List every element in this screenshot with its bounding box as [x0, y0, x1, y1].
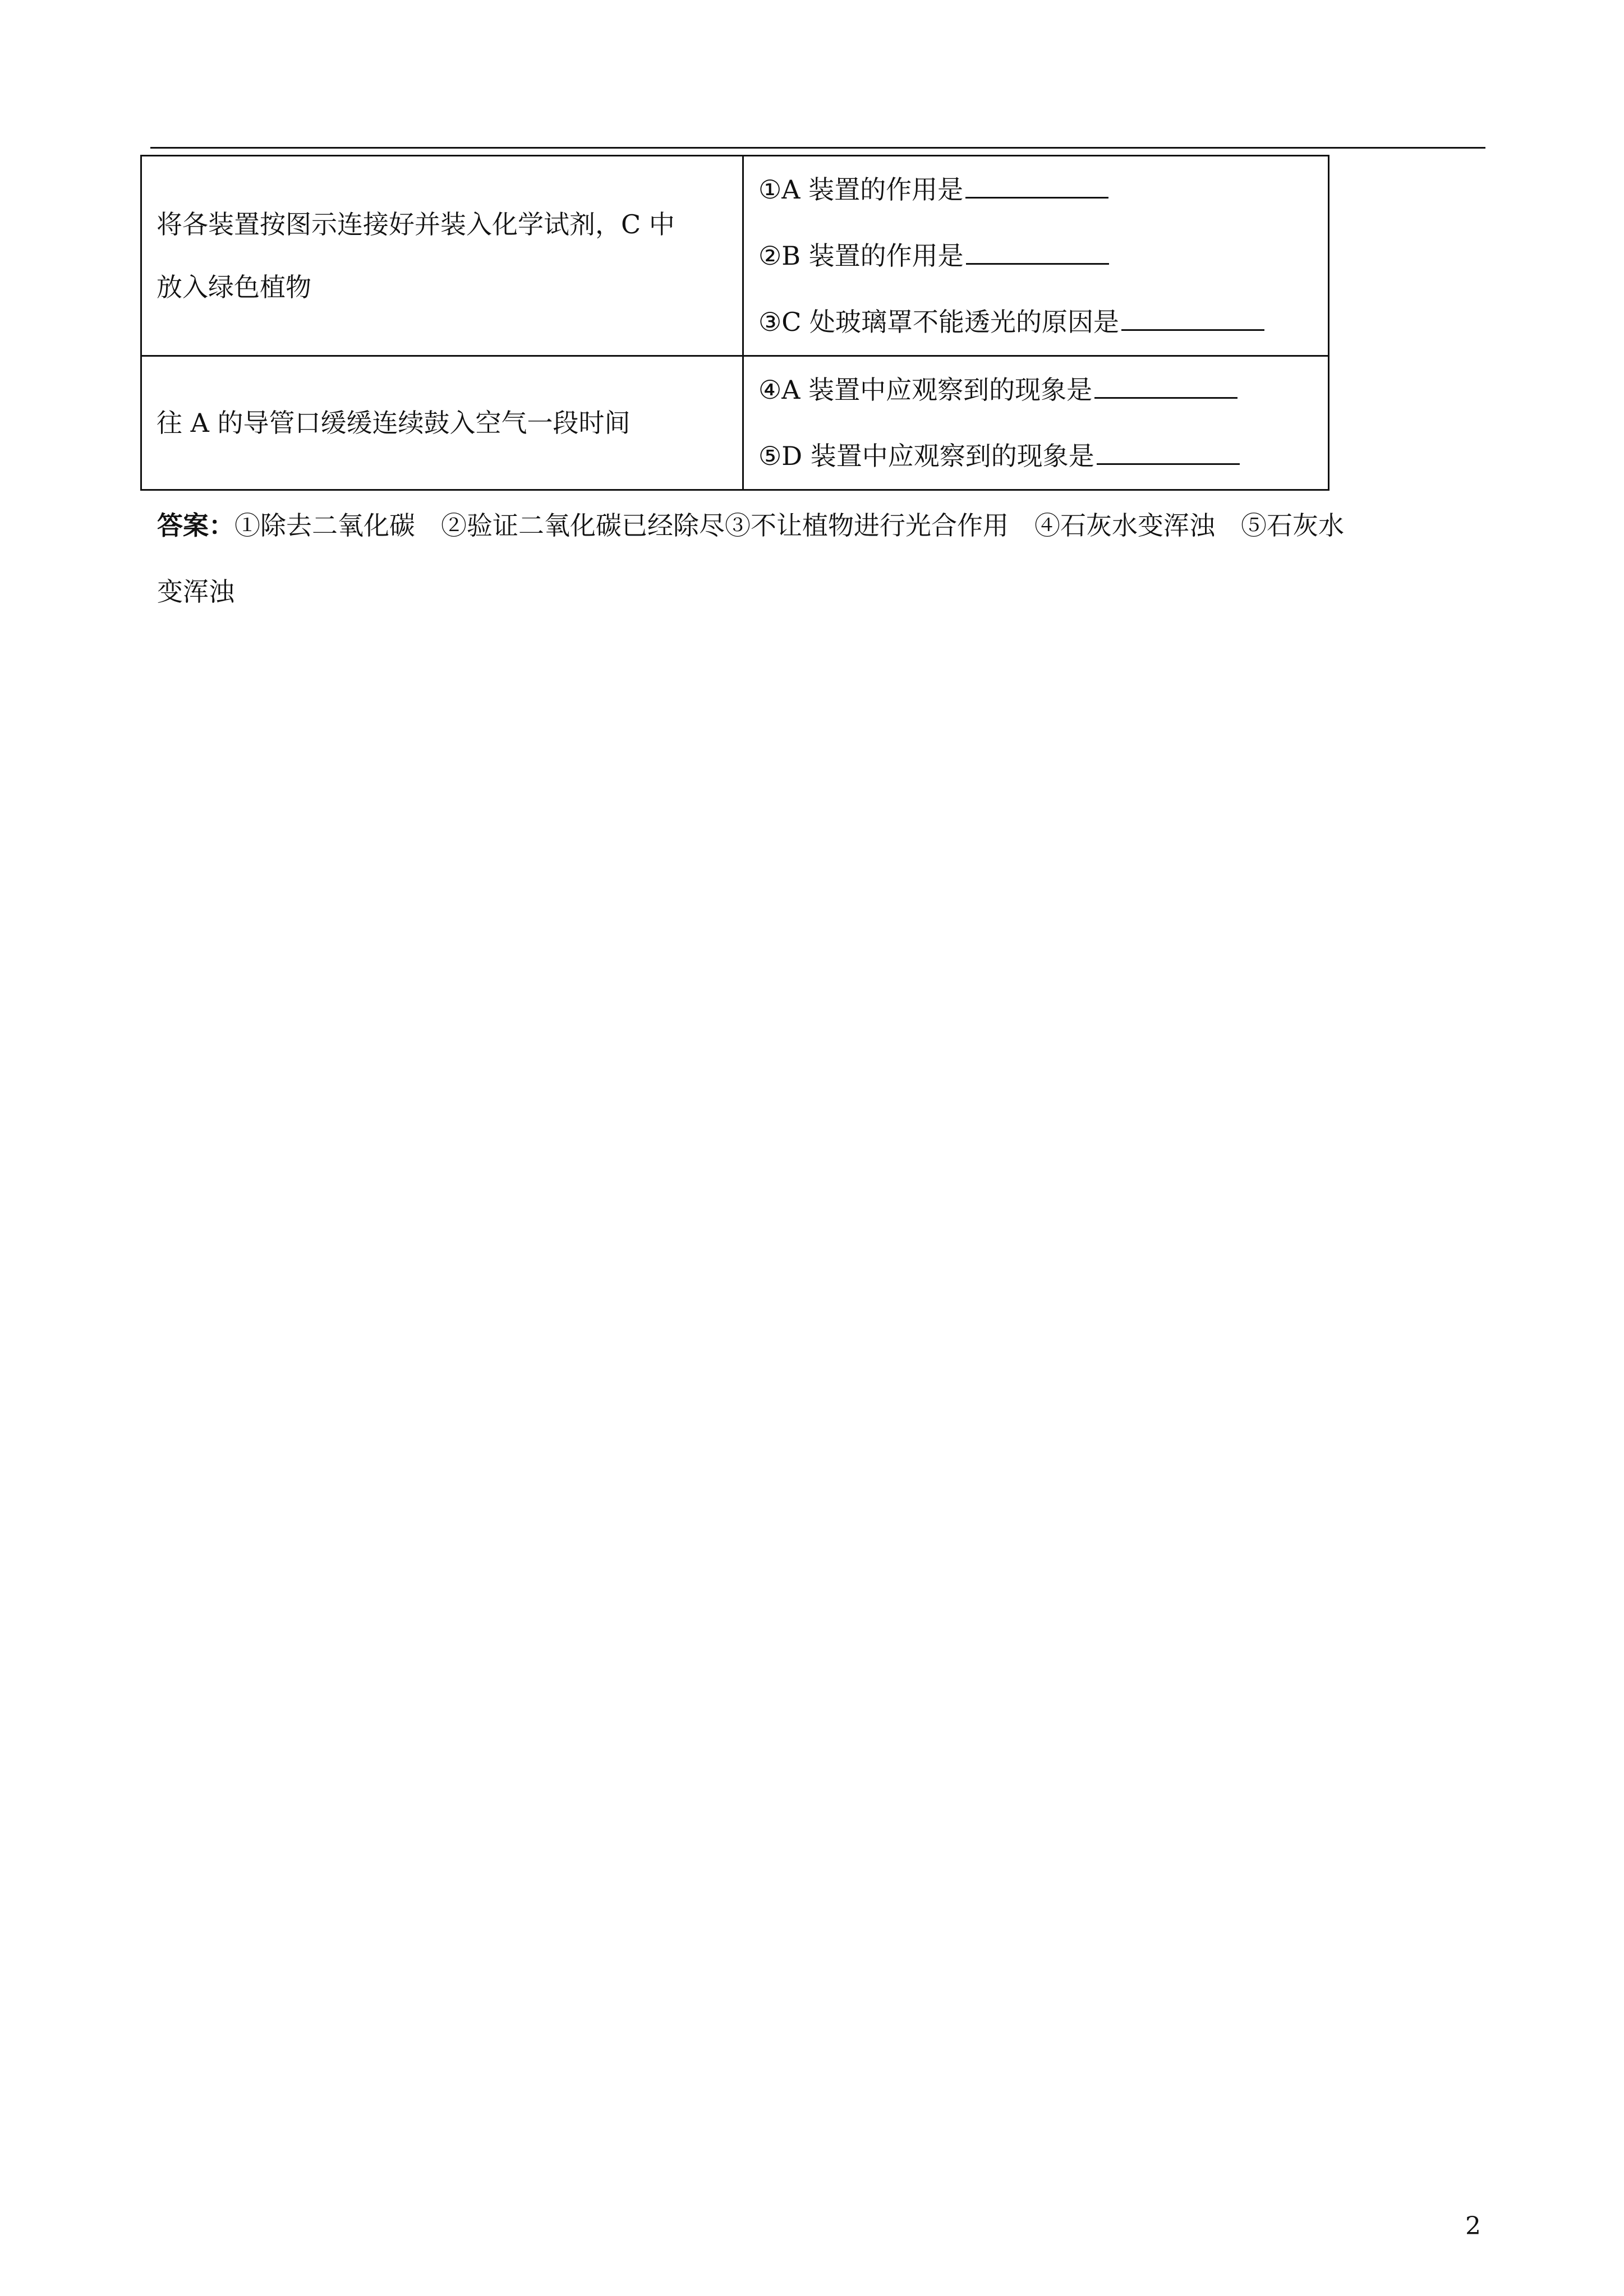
- step-text-line: 放入绿色植物: [157, 272, 311, 302]
- answer-line: 变浑浊: [157, 577, 234, 607]
- header-rule: [150, 147, 1485, 149]
- table-row: [141, 356, 1329, 490]
- step-cell: [141, 156, 743, 356]
- question-cell: [743, 156, 1329, 356]
- answer-line: [157, 492, 1481, 559]
- step-text-line: 往 A 的导管口缓缓连续鼓入空气一段时间: [157, 408, 631, 438]
- answer-label: 答案：: [157, 510, 234, 541]
- step-cell: [141, 356, 743, 490]
- question-line: ⑤D 装置中应观察到的现象是: [758, 423, 1313, 489]
- answer-blank: [1094, 375, 1237, 399]
- experiment-table: [140, 155, 1329, 491]
- step-text-line: 将各装置按图示连接好并装入化学试剂，C 中: [157, 209, 675, 239]
- table-row: [141, 156, 1329, 356]
- question-line: ①A 装置的作用是: [758, 156, 1313, 223]
- question-line: ③C 处玻璃罩不能透光的原因是: [758, 289, 1313, 355]
- answer-section: [157, 492, 1481, 625]
- page-number: 2: [1465, 2212, 1481, 2240]
- question-line: ④A 装置中应观察到的现象是: [758, 357, 1313, 423]
- question-cell: [743, 356, 1329, 490]
- answer-blank: [965, 174, 1108, 199]
- answer-text: ①除去二氧化碳 ②验证二氧化碳已经除尽③不让植物进行光合作用 ④石灰水变浑浊 ⑤石灰水: [234, 510, 1344, 541]
- answer-blank: [966, 241, 1109, 265]
- question-line: ②B 装置的作用是: [758, 223, 1313, 289]
- answer-blank: [1121, 307, 1264, 331]
- answer-blank: [1097, 441, 1240, 465]
